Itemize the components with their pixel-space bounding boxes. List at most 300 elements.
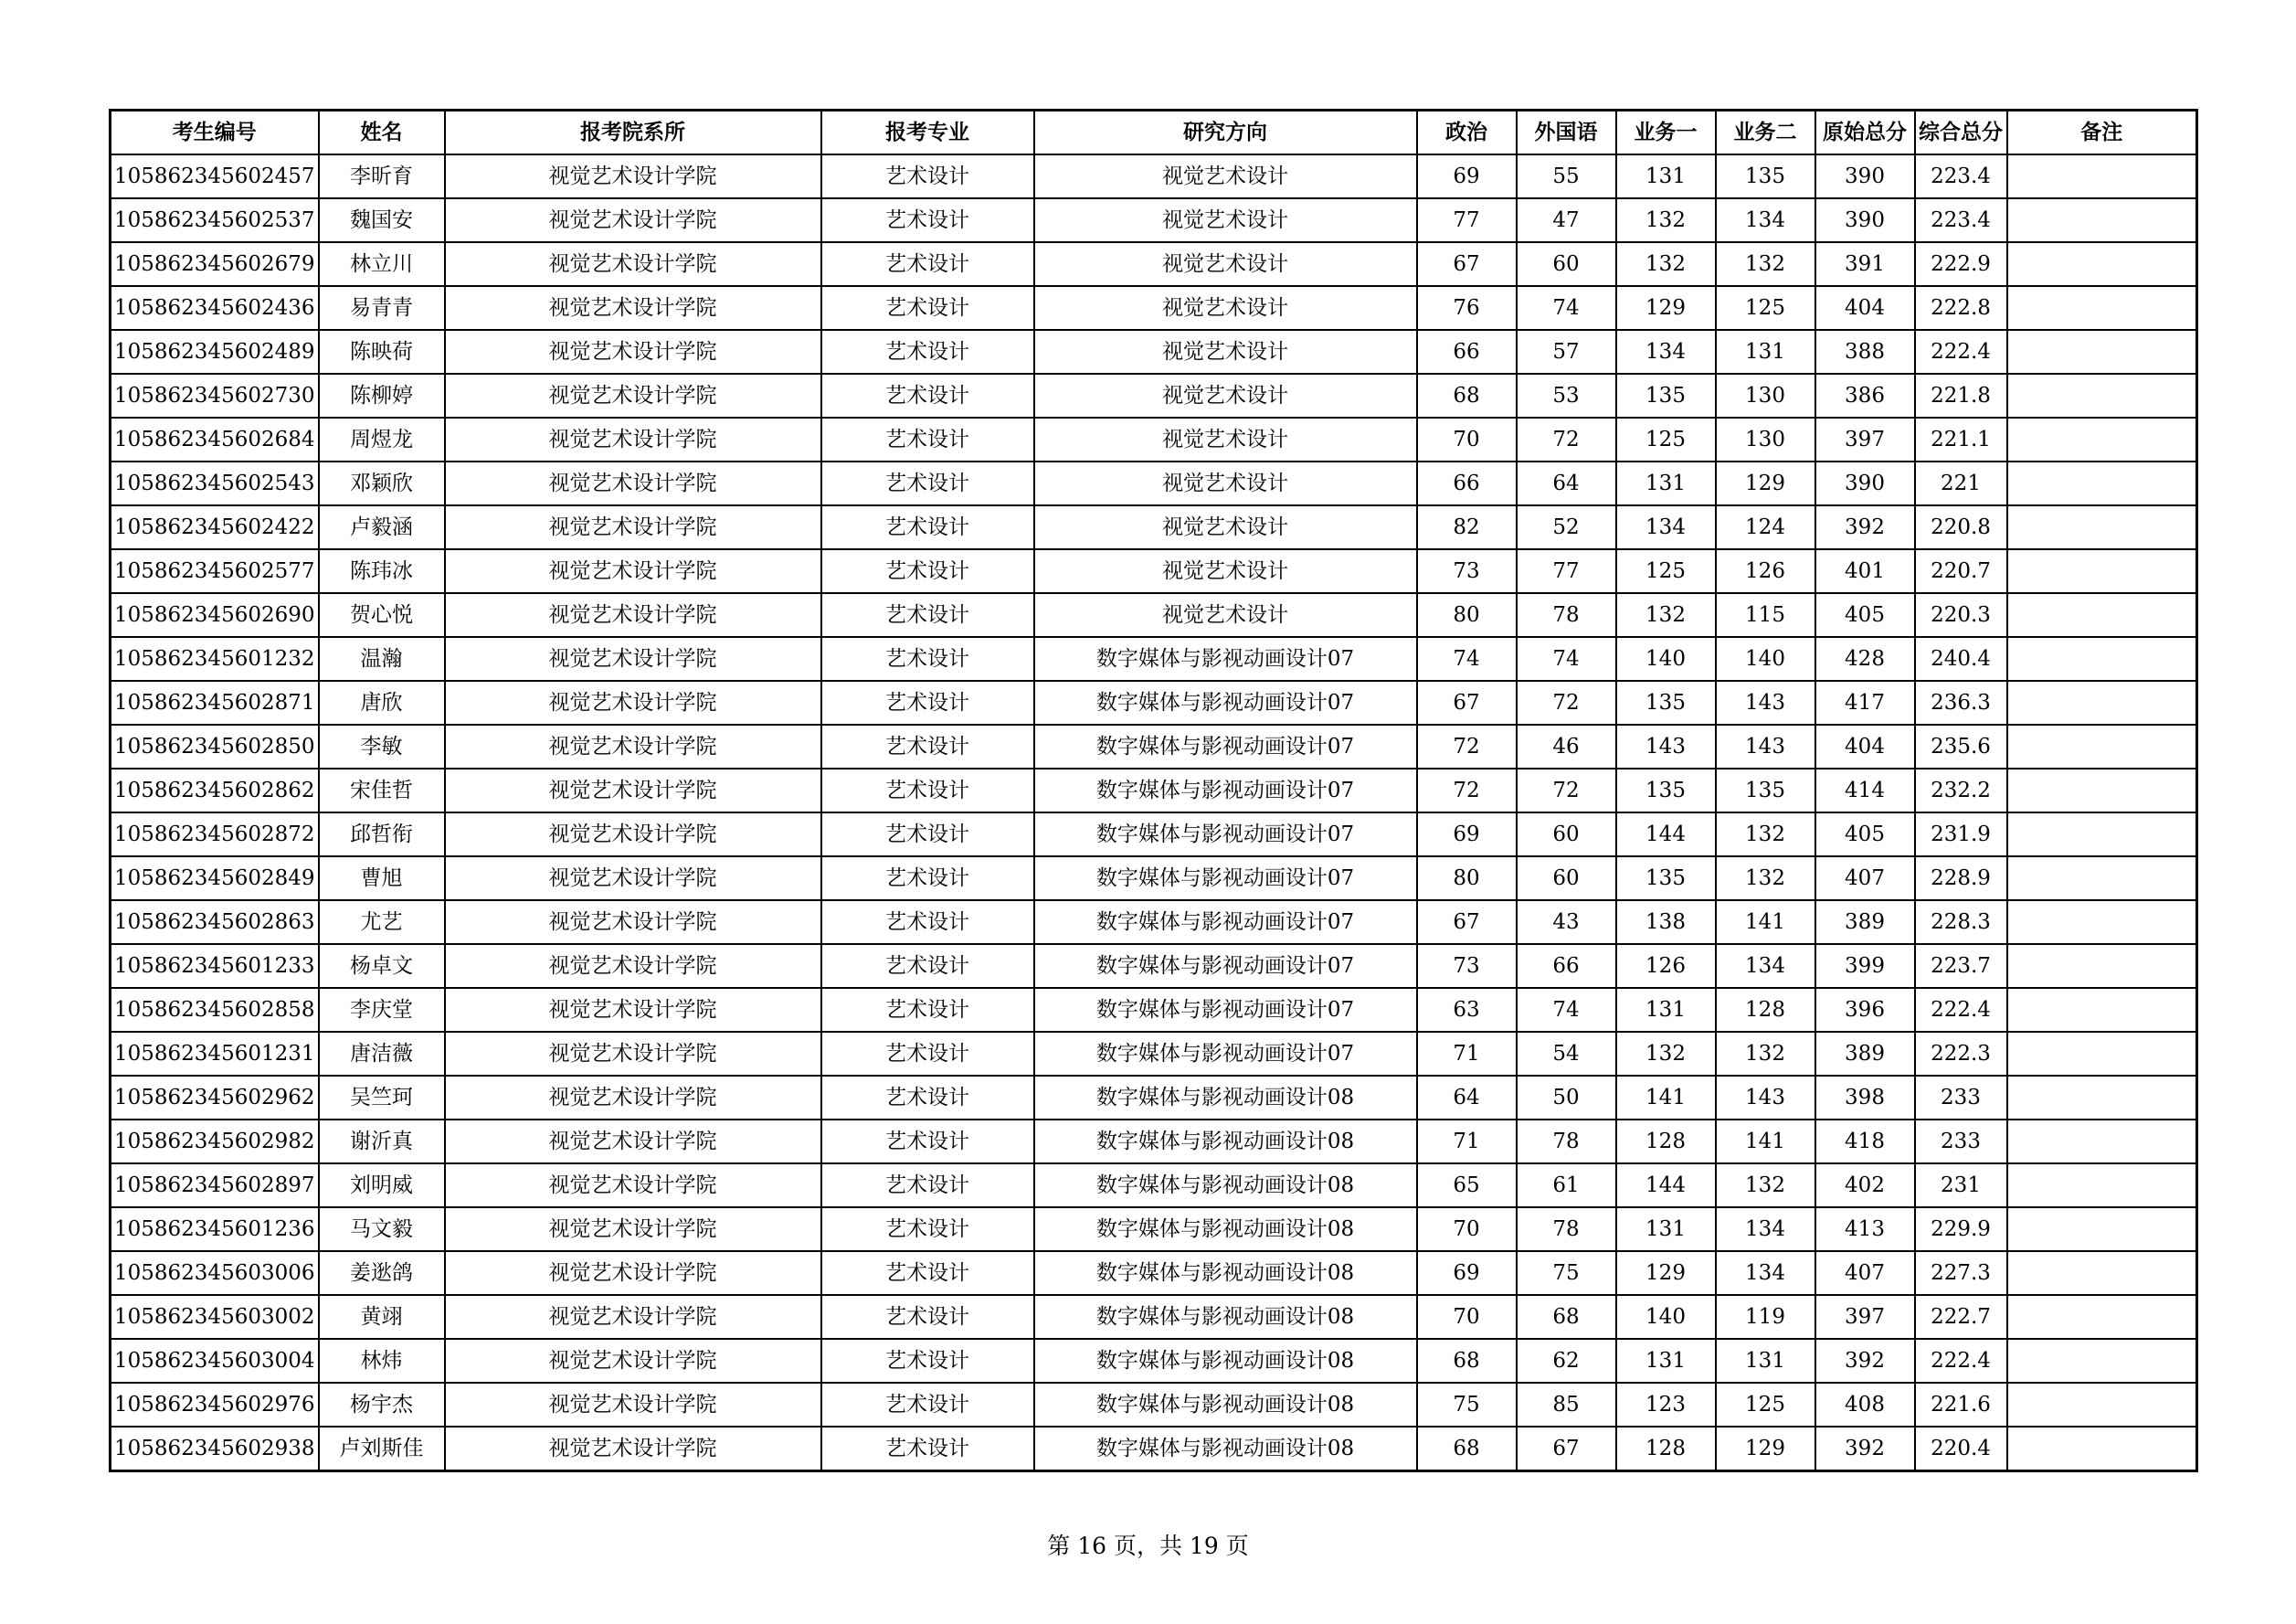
table-row <box>111 1383 2197 1427</box>
table-row <box>111 812 2197 856</box>
cell-research-direction: 数字媒体与影视动画设计07 <box>1034 769 1417 812</box>
cell-remarks <box>2007 1295 2197 1339</box>
cell-remarks <box>2007 1076 2197 1120</box>
cell-remarks <box>2007 812 2197 856</box>
cell-raw-total: 405 <box>1815 812 1915 856</box>
cell-foreign-language: 72 <box>1517 769 1616 812</box>
cell-subject-two: 132 <box>1716 812 1815 856</box>
cell-remarks <box>2007 1120 2197 1163</box>
cell-politics: 63 <box>1417 988 1517 1032</box>
cell-research-direction: 视觉艺术设计 <box>1034 593 1417 637</box>
cell-raw-total: 418 <box>1815 1120 1915 1163</box>
cell-composite-total: 223.4 <box>1915 198 2007 242</box>
cell-subject-one: 129 <box>1616 1251 1716 1295</box>
cell-department: 视觉艺术设计学院 <box>445 286 821 330</box>
cell-name: 易青青 <box>319 286 445 330</box>
cell-foreign-language: 53 <box>1517 374 1616 418</box>
cell-composite-total: 221.1 <box>1915 418 2007 462</box>
cell-name: 吴竺珂 <box>319 1076 445 1120</box>
cell-name: 曹旭 <box>319 856 445 900</box>
cell-foreign-language: 47 <box>1517 198 1616 242</box>
cell-candidate-id: 105862345602684 <box>111 418 319 462</box>
cell-name: 林炜 <box>319 1339 445 1383</box>
cell-subject-one: 131 <box>1616 154 1716 198</box>
cell-major: 艺术设计 <box>821 681 1034 725</box>
header-major: 报考专业 <box>821 111 1034 155</box>
cell-major: 艺术设计 <box>821 1295 1034 1339</box>
cell-composite-total: 233 <box>1915 1076 2007 1120</box>
cell-department: 视觉艺术设计学院 <box>445 1339 821 1383</box>
cell-foreign-language: 46 <box>1517 725 1616 769</box>
cell-composite-total: 222.4 <box>1915 330 2007 374</box>
cell-composite-total: 221.6 <box>1915 1383 2007 1427</box>
cell-candidate-id: 105862345602730 <box>111 374 319 418</box>
cell-remarks <box>2007 330 2197 374</box>
header-foreign-language: 外国语 <box>1517 111 1616 155</box>
cell-remarks <box>2007 462 2197 505</box>
cell-candidate-id: 105862345602872 <box>111 812 319 856</box>
table-row <box>111 1339 2197 1383</box>
cell-subject-two: 134 <box>1716 944 1815 988</box>
table-row <box>111 944 2197 988</box>
cell-major: 艺术设计 <box>821 1032 1034 1076</box>
cell-raw-total: 417 <box>1815 681 1915 725</box>
cell-remarks <box>2007 198 2197 242</box>
cell-composite-total: 228.3 <box>1915 900 2007 944</box>
table-row <box>111 1120 2197 1163</box>
cell-research-direction: 视觉艺术设计 <box>1034 549 1417 593</box>
cell-research-direction: 数字媒体与影视动画设计08 <box>1034 1120 1417 1163</box>
cell-subject-two: 132 <box>1716 856 1815 900</box>
cell-subject-one: 132 <box>1616 593 1716 637</box>
cell-composite-total: 236.3 <box>1915 681 2007 725</box>
cell-composite-total: 231 <box>1915 1163 2007 1207</box>
header-remarks: 备注 <box>2007 111 2197 155</box>
cell-composite-total: 221 <box>1915 462 2007 505</box>
cell-remarks <box>2007 374 2197 418</box>
cell-candidate-id: 105862345602849 <box>111 856 319 900</box>
table-row <box>111 1295 2197 1339</box>
cell-foreign-language: 78 <box>1517 1207 1616 1251</box>
cell-subject-two: 115 <box>1716 593 1815 637</box>
cell-department: 视觉艺术设计学院 <box>445 1383 821 1427</box>
cell-politics: 66 <box>1417 462 1517 505</box>
cell-candidate-id: 105862345601232 <box>111 637 319 681</box>
cell-subject-one: 131 <box>1616 462 1716 505</box>
cell-subject-two: 119 <box>1716 1295 1815 1339</box>
cell-name: 李庆堂 <box>319 988 445 1032</box>
cell-politics: 67 <box>1417 681 1517 725</box>
cell-raw-total: 407 <box>1815 1251 1915 1295</box>
header-research-direction: 研究方向 <box>1034 111 1417 155</box>
cell-subject-one: 128 <box>1616 1120 1716 1163</box>
cell-raw-total: 404 <box>1815 725 1915 769</box>
cell-major: 艺术设计 <box>821 856 1034 900</box>
cell-politics: 66 <box>1417 330 1517 374</box>
cell-subject-two: 124 <box>1716 505 1815 549</box>
cell-remarks <box>2007 1383 2197 1427</box>
cell-composite-total: 220.4 <box>1915 1427 2007 1471</box>
cell-research-direction: 视觉艺术设计 <box>1034 462 1417 505</box>
cell-composite-total: 227.3 <box>1915 1251 2007 1295</box>
cell-name: 卢刘斯佳 <box>319 1427 445 1471</box>
cell-major: 艺术设计 <box>821 1207 1034 1251</box>
cell-department: 视觉艺术设计学院 <box>445 505 821 549</box>
cell-raw-total: 392 <box>1815 1427 1915 1471</box>
cell-research-direction: 数字媒体与影视动画设计07 <box>1034 681 1417 725</box>
cell-name: 温瀚 <box>319 637 445 681</box>
cell-name: 陈柳婷 <box>319 374 445 418</box>
cell-foreign-language: 74 <box>1517 988 1616 1032</box>
table-row <box>111 637 2197 681</box>
cell-foreign-language: 60 <box>1517 856 1616 900</box>
cell-politics: 65 <box>1417 1163 1517 1207</box>
cell-subject-one: 141 <box>1616 1076 1716 1120</box>
cell-foreign-language: 50 <box>1517 1076 1616 1120</box>
cell-foreign-language: 77 <box>1517 549 1616 593</box>
cell-foreign-language: 66 <box>1517 944 1616 988</box>
cell-subject-two: 143 <box>1716 725 1815 769</box>
cell-major: 艺术设计 <box>821 505 1034 549</box>
cell-subject-two: 143 <box>1716 1076 1815 1120</box>
cell-candidate-id: 105862345603004 <box>111 1339 319 1383</box>
table-row <box>111 374 2197 418</box>
cell-foreign-language: 72 <box>1517 681 1616 725</box>
cell-name: 林立川 <box>319 242 445 286</box>
table-row <box>111 1251 2197 1295</box>
cell-name: 唐欣 <box>319 681 445 725</box>
cell-composite-total: 222.4 <box>1915 988 2007 1032</box>
cell-politics: 67 <box>1417 900 1517 944</box>
cell-politics: 69 <box>1417 812 1517 856</box>
cell-politics: 64 <box>1417 1076 1517 1120</box>
cell-politics: 71 <box>1417 1032 1517 1076</box>
cell-raw-total: 390 <box>1815 462 1915 505</box>
cell-name: 黄翊 <box>319 1295 445 1339</box>
cell-composite-total: 231.9 <box>1915 812 2007 856</box>
cell-major: 艺术设计 <box>821 1076 1034 1120</box>
cell-name: 杨宇杰 <box>319 1383 445 1427</box>
cell-raw-total: 397 <box>1815 1295 1915 1339</box>
cell-subject-one: 140 <box>1616 1295 1716 1339</box>
cell-candidate-id: 105862345602457 <box>111 154 319 198</box>
cell-candidate-id: 105862345602863 <box>111 900 319 944</box>
cell-research-direction: 视觉艺术设计 <box>1034 286 1417 330</box>
table-row <box>111 242 2197 286</box>
cell-raw-total: 413 <box>1815 1207 1915 1251</box>
cell-raw-total: 392 <box>1815 1339 1915 1383</box>
cell-foreign-language: 64 <box>1517 462 1616 505</box>
cell-research-direction: 视觉艺术设计 <box>1034 374 1417 418</box>
cell-politics: 74 <box>1417 637 1517 681</box>
cell-raw-total: 386 <box>1815 374 1915 418</box>
cell-foreign-language: 61 <box>1517 1163 1616 1207</box>
cell-remarks <box>2007 286 2197 330</box>
cell-remarks <box>2007 505 2197 549</box>
cell-foreign-language: 54 <box>1517 1032 1616 1076</box>
cell-department: 视觉艺术设计学院 <box>445 330 821 374</box>
cell-department: 视觉艺术设计学院 <box>445 1032 821 1076</box>
cell-politics: 70 <box>1417 1295 1517 1339</box>
cell-major: 艺术设计 <box>821 286 1034 330</box>
cell-raw-total: 396 <box>1815 988 1915 1032</box>
cell-department: 视觉艺术设计学院 <box>445 944 821 988</box>
cell-name: 邱哲衔 <box>319 812 445 856</box>
cell-foreign-language: 60 <box>1517 812 1616 856</box>
cell-research-direction: 数字媒体与影视动画设计08 <box>1034 1251 1417 1295</box>
cell-candidate-id: 105862345601236 <box>111 1207 319 1251</box>
cell-remarks <box>2007 1427 2197 1471</box>
cell-subject-two: 143 <box>1716 681 1815 725</box>
cell-subject-one: 132 <box>1616 1032 1716 1076</box>
cell-subject-one: 126 <box>1616 944 1716 988</box>
cell-politics: 72 <box>1417 769 1517 812</box>
header-composite-total: 综合总分 <box>1915 111 2007 155</box>
cell-remarks <box>2007 856 2197 900</box>
cell-politics: 68 <box>1417 1427 1517 1471</box>
cell-department: 视觉艺术设计学院 <box>445 1076 821 1120</box>
cell-major: 艺术设计 <box>821 198 1034 242</box>
table-row <box>111 418 2197 462</box>
cell-remarks <box>2007 549 2197 593</box>
cell-research-direction: 视觉艺术设计 <box>1034 505 1417 549</box>
cell-major: 艺术设计 <box>821 944 1034 988</box>
cell-research-direction: 数字媒体与影视动画设计08 <box>1034 1339 1417 1383</box>
score-table <box>109 109 2198 1472</box>
cell-major: 艺术设计 <box>821 462 1034 505</box>
cell-major: 艺术设计 <box>821 593 1034 637</box>
cell-subject-one: 125 <box>1616 549 1716 593</box>
cell-politics: 67 <box>1417 242 1517 286</box>
cell-department: 视觉艺术设计学院 <box>445 1120 821 1163</box>
cell-name: 卢毅涵 <box>319 505 445 549</box>
cell-subject-one: 144 <box>1616 812 1716 856</box>
cell-composite-total: 240.4 <box>1915 637 2007 681</box>
cell-name: 李昕育 <box>319 154 445 198</box>
cell-raw-total: 404 <box>1815 286 1915 330</box>
cell-composite-total: 235.6 <box>1915 725 2007 769</box>
cell-raw-total: 390 <box>1815 198 1915 242</box>
page-footer: 第 16 页，共 19 页 <box>1047 1533 1249 1559</box>
table-row <box>111 900 2197 944</box>
cell-raw-total: 391 <box>1815 242 1915 286</box>
cell-research-direction: 视觉艺术设计 <box>1034 242 1417 286</box>
cell-department: 视觉艺术设计学院 <box>445 1207 821 1251</box>
cell-subject-one: 135 <box>1616 769 1716 812</box>
cell-foreign-language: 52 <box>1517 505 1616 549</box>
cell-name: 马文毅 <box>319 1207 445 1251</box>
cell-candidate-id: 105862345602543 <box>111 462 319 505</box>
cell-subject-one: 134 <box>1616 505 1716 549</box>
cell-name: 陈玮冰 <box>319 549 445 593</box>
cell-politics: 76 <box>1417 286 1517 330</box>
cell-subject-one: 123 <box>1616 1383 1716 1427</box>
cell-composite-total: 222.9 <box>1915 242 2007 286</box>
cell-candidate-id: 105862345602962 <box>111 1076 319 1120</box>
cell-politics: 80 <box>1417 593 1517 637</box>
table-row <box>111 769 2197 812</box>
cell-subject-two: 134 <box>1716 198 1815 242</box>
cell-foreign-language: 68 <box>1517 1295 1616 1339</box>
cell-politics: 69 <box>1417 154 1517 198</box>
cell-raw-total: 414 <box>1815 769 1915 812</box>
cell-department: 视觉艺术设计学院 <box>445 1427 821 1471</box>
cell-composite-total: 233 <box>1915 1120 2007 1163</box>
cell-raw-total: 389 <box>1815 1032 1915 1076</box>
cell-candidate-id: 105862345602850 <box>111 725 319 769</box>
cell-research-direction: 数字媒体与影视动画设计08 <box>1034 1383 1417 1427</box>
cell-raw-total: 402 <box>1815 1163 1915 1207</box>
cell-name: 姜逖鸽 <box>319 1251 445 1295</box>
cell-raw-total: 388 <box>1815 330 1915 374</box>
table-row <box>111 681 2197 725</box>
cell-name: 唐洁薇 <box>319 1032 445 1076</box>
cell-raw-total: 398 <box>1815 1076 1915 1120</box>
table-row <box>111 549 2197 593</box>
cell-politics: 80 <box>1417 856 1517 900</box>
cell-politics: 77 <box>1417 198 1517 242</box>
cell-subject-two: 125 <box>1716 286 1815 330</box>
header-candidate-id: 考生编号 <box>111 111 319 155</box>
cell-composite-total: 220.3 <box>1915 593 2007 637</box>
cell-subject-one: 135 <box>1616 374 1716 418</box>
cell-name: 尤艺 <box>319 900 445 944</box>
cell-subject-two: 130 <box>1716 374 1815 418</box>
cell-subject-one: 143 <box>1616 725 1716 769</box>
cell-raw-total: 399 <box>1815 944 1915 988</box>
cell-foreign-language: 67 <box>1517 1427 1616 1471</box>
cell-composite-total: 223.4 <box>1915 154 2007 198</box>
cell-research-direction: 视觉艺术设计 <box>1034 198 1417 242</box>
table-row <box>111 286 2197 330</box>
cell-raw-total: 397 <box>1815 418 1915 462</box>
table-body <box>111 154 2197 1471</box>
cell-remarks <box>2007 681 2197 725</box>
cell-remarks <box>2007 769 2197 812</box>
header-raw-total: 原始总分 <box>1815 111 1915 155</box>
cell-composite-total: 221.8 <box>1915 374 2007 418</box>
cell-remarks <box>2007 154 2197 198</box>
cell-foreign-language: 78 <box>1517 593 1616 637</box>
cell-subject-two: 141 <box>1716 900 1815 944</box>
cell-department: 视觉艺术设计学院 <box>445 637 821 681</box>
cell-remarks <box>2007 944 2197 988</box>
cell-raw-total: 408 <box>1815 1383 1915 1427</box>
cell-department: 视觉艺术设计学院 <box>445 725 821 769</box>
cell-raw-total: 401 <box>1815 549 1915 593</box>
cell-subject-two: 135 <box>1716 154 1815 198</box>
cell-politics: 73 <box>1417 549 1517 593</box>
cell-candidate-id: 105862345602690 <box>111 593 319 637</box>
table-row <box>111 856 2197 900</box>
cell-foreign-language: 55 <box>1517 154 1616 198</box>
cell-research-direction: 数字媒体与影视动画设计07 <box>1034 1032 1417 1076</box>
cell-department: 视觉艺术设计学院 <box>445 681 821 725</box>
cell-subject-two: 135 <box>1716 769 1815 812</box>
cell-name: 谢沂真 <box>319 1120 445 1163</box>
cell-composite-total: 232.2 <box>1915 769 2007 812</box>
cell-raw-total: 389 <box>1815 900 1915 944</box>
cell-remarks <box>2007 418 2197 462</box>
cell-name: 杨卓文 <box>319 944 445 988</box>
cell-candidate-id: 105862345602871 <box>111 681 319 725</box>
header-subject-two: 业务二 <box>1716 111 1815 155</box>
cell-subject-one: 135 <box>1616 856 1716 900</box>
cell-composite-total: 222.4 <box>1915 1339 2007 1383</box>
cell-composite-total: 229.9 <box>1915 1207 2007 1251</box>
cell-candidate-id: 105862345602537 <box>111 198 319 242</box>
cell-subject-one: 138 <box>1616 900 1716 944</box>
cell-major: 艺术设计 <box>821 330 1034 374</box>
cell-politics: 72 <box>1417 725 1517 769</box>
cell-subject-two: 130 <box>1716 418 1815 462</box>
cell-raw-total: 405 <box>1815 593 1915 637</box>
cell-major: 艺术设计 <box>821 812 1034 856</box>
cell-subject-one: 129 <box>1616 286 1716 330</box>
cell-major: 艺术设计 <box>821 549 1034 593</box>
cell-composite-total: 220.7 <box>1915 549 2007 593</box>
cell-composite-total: 222.3 <box>1915 1032 2007 1076</box>
header-row <box>111 111 2197 155</box>
cell-subject-two: 129 <box>1716 1427 1815 1471</box>
cell-candidate-id: 105862345602436 <box>111 286 319 330</box>
cell-department: 视觉艺术设计学院 <box>445 154 821 198</box>
cell-politics: 75 <box>1417 1383 1517 1427</box>
cell-subject-two: 131 <box>1716 1339 1815 1383</box>
cell-subject-two: 140 <box>1716 637 1815 681</box>
cell-name: 宋佳哲 <box>319 769 445 812</box>
table-row <box>111 725 2197 769</box>
header-name: 姓名 <box>319 111 445 155</box>
cell-candidate-id: 105862345603006 <box>111 1251 319 1295</box>
cell-research-direction: 数字媒体与影视动画设计07 <box>1034 856 1417 900</box>
cell-research-direction: 数字媒体与影视动画设计07 <box>1034 812 1417 856</box>
cell-composite-total: 220.8 <box>1915 505 2007 549</box>
cell-department: 视觉艺术设计学院 <box>445 418 821 462</box>
table-row <box>111 593 2197 637</box>
cell-candidate-id: 105862345602577 <box>111 549 319 593</box>
cell-major: 艺术设计 <box>821 988 1034 1032</box>
cell-subject-one: 144 <box>1616 1163 1716 1207</box>
cell-research-direction: 数字媒体与影视动画设计08 <box>1034 1207 1417 1251</box>
cell-major: 艺术设计 <box>821 769 1034 812</box>
cell-subject-two: 128 <box>1716 988 1815 1032</box>
cell-foreign-language: 74 <box>1517 637 1616 681</box>
cell-candidate-id: 105862345601233 <box>111 944 319 988</box>
cell-candidate-id: 105862345601231 <box>111 1032 319 1076</box>
cell-department: 视觉艺术设计学院 <box>445 769 821 812</box>
table-row <box>111 1076 2197 1120</box>
cell-candidate-id: 105862345602982 <box>111 1120 319 1163</box>
cell-subject-one: 131 <box>1616 988 1716 1032</box>
cell-foreign-language: 85 <box>1517 1383 1616 1427</box>
cell-subject-two: 134 <box>1716 1251 1815 1295</box>
cell-remarks <box>2007 242 2197 286</box>
cell-department: 视觉艺术设计学院 <box>445 900 821 944</box>
cell-subject-two: 141 <box>1716 1120 1815 1163</box>
cell-major: 艺术设计 <box>821 1163 1034 1207</box>
cell-research-direction: 数字媒体与影视动画设计08 <box>1034 1427 1417 1471</box>
cell-raw-total: 407 <box>1815 856 1915 900</box>
cell-composite-total: 222.7 <box>1915 1295 2007 1339</box>
cell-subject-two: 134 <box>1716 1207 1815 1251</box>
cell-subject-one: 128 <box>1616 1427 1716 1471</box>
cell-foreign-language: 43 <box>1517 900 1616 944</box>
cell-subject-two: 126 <box>1716 549 1815 593</box>
cell-subject-two: 132 <box>1716 1163 1815 1207</box>
cell-remarks <box>2007 1032 2197 1076</box>
cell-department: 视觉艺术设计学院 <box>445 1251 821 1295</box>
